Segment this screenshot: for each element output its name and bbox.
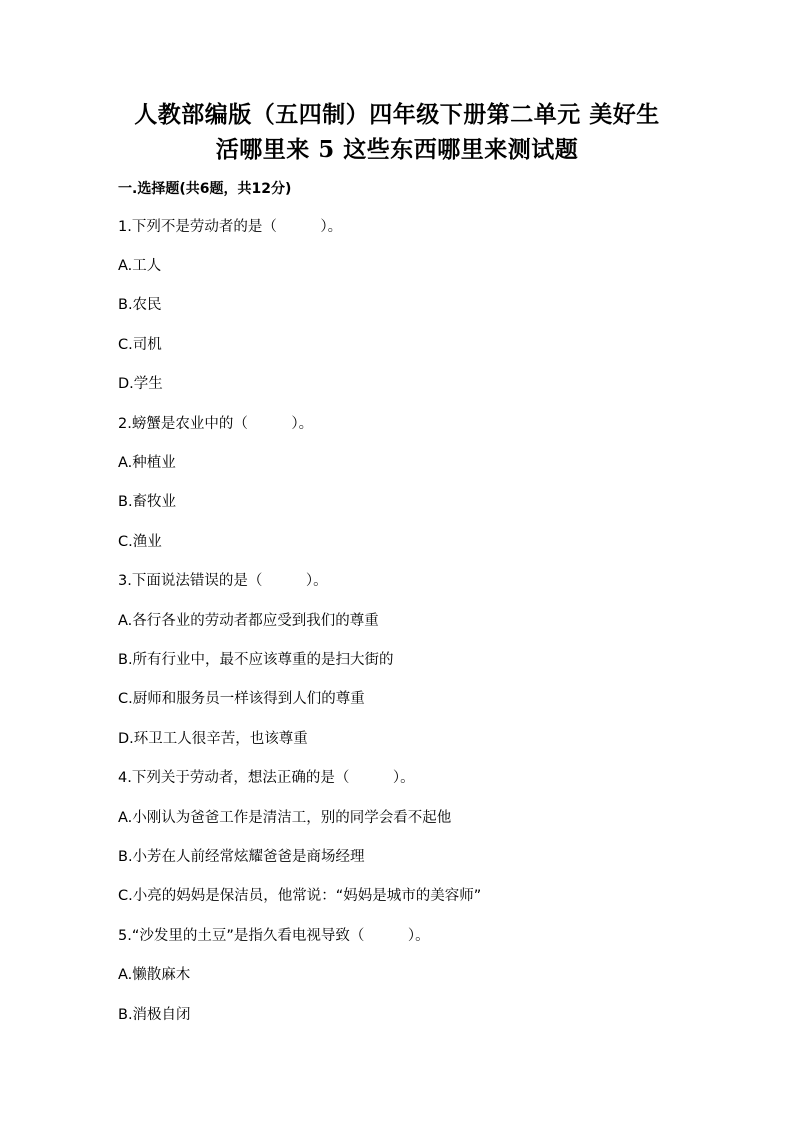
- question-4-stem: 4.下列关于劳动者，想法正确的是（ ）。: [118, 770, 415, 786]
- question-5-stem: 5.“沙发里的土豆”是指久看电视导致（ ）。: [118, 928, 430, 944]
- document-title-line-1: 人教部编版（五四制）四年级下册第二单元 美好生: [134, 101, 660, 128]
- question-1-option-b: B.农民: [118, 297, 162, 313]
- question-3-stem: 3.下面说法错误的是（ ）。: [118, 573, 328, 589]
- question-2-option-c: C.渔业: [118, 534, 162, 550]
- question-5-option-a: A.懒散麻木: [118, 967, 191, 983]
- question-1-option-c: C.司机: [118, 337, 162, 353]
- question-3-option-b: B.所有行业中，最不应该尊重的是扫大街的: [118, 652, 394, 668]
- question-4-option-a: A.小刚认为爸爸工作是清洁工，别的同学会看不起他: [118, 810, 452, 826]
- question-3-option-a: A.各行各业的劳动者都应受到我们的尊重: [118, 613, 379, 629]
- document-title-line-2: 活哪里来 5 这些东西哪里来测试题: [215, 136, 579, 163]
- question-3-option-c: C.厨师和服务员一样该得到人们的尊重: [118, 691, 365, 707]
- section-header: 一.选择题(共6题，共12分): [118, 181, 292, 197]
- question-4-option-c: C.小亮的妈妈是保洁员，他常说：“妈妈是城市的美容师”: [118, 888, 482, 904]
- question-1-option-a: A.工人: [118, 258, 162, 274]
- question-1-stem: 1.下列不是劳动者的是（ ）。: [118, 219, 343, 235]
- question-1-option-d: D.学生: [118, 376, 163, 392]
- question-4-option-b: B.小芳在人前经常炫耀爸爸是商场经理: [118, 849, 365, 865]
- question-3-option-d: D.环卫工人很辛苦，也该尊重: [118, 731, 308, 747]
- question-5-option-b: B.消极自闭: [118, 1007, 191, 1023]
- question-2-option-a: A.种植业: [118, 455, 176, 471]
- question-2-option-b: B.畜牧业: [118, 494, 177, 510]
- question-2-stem: 2.螃蟹是农业中的（ ）。: [118, 416, 314, 432]
